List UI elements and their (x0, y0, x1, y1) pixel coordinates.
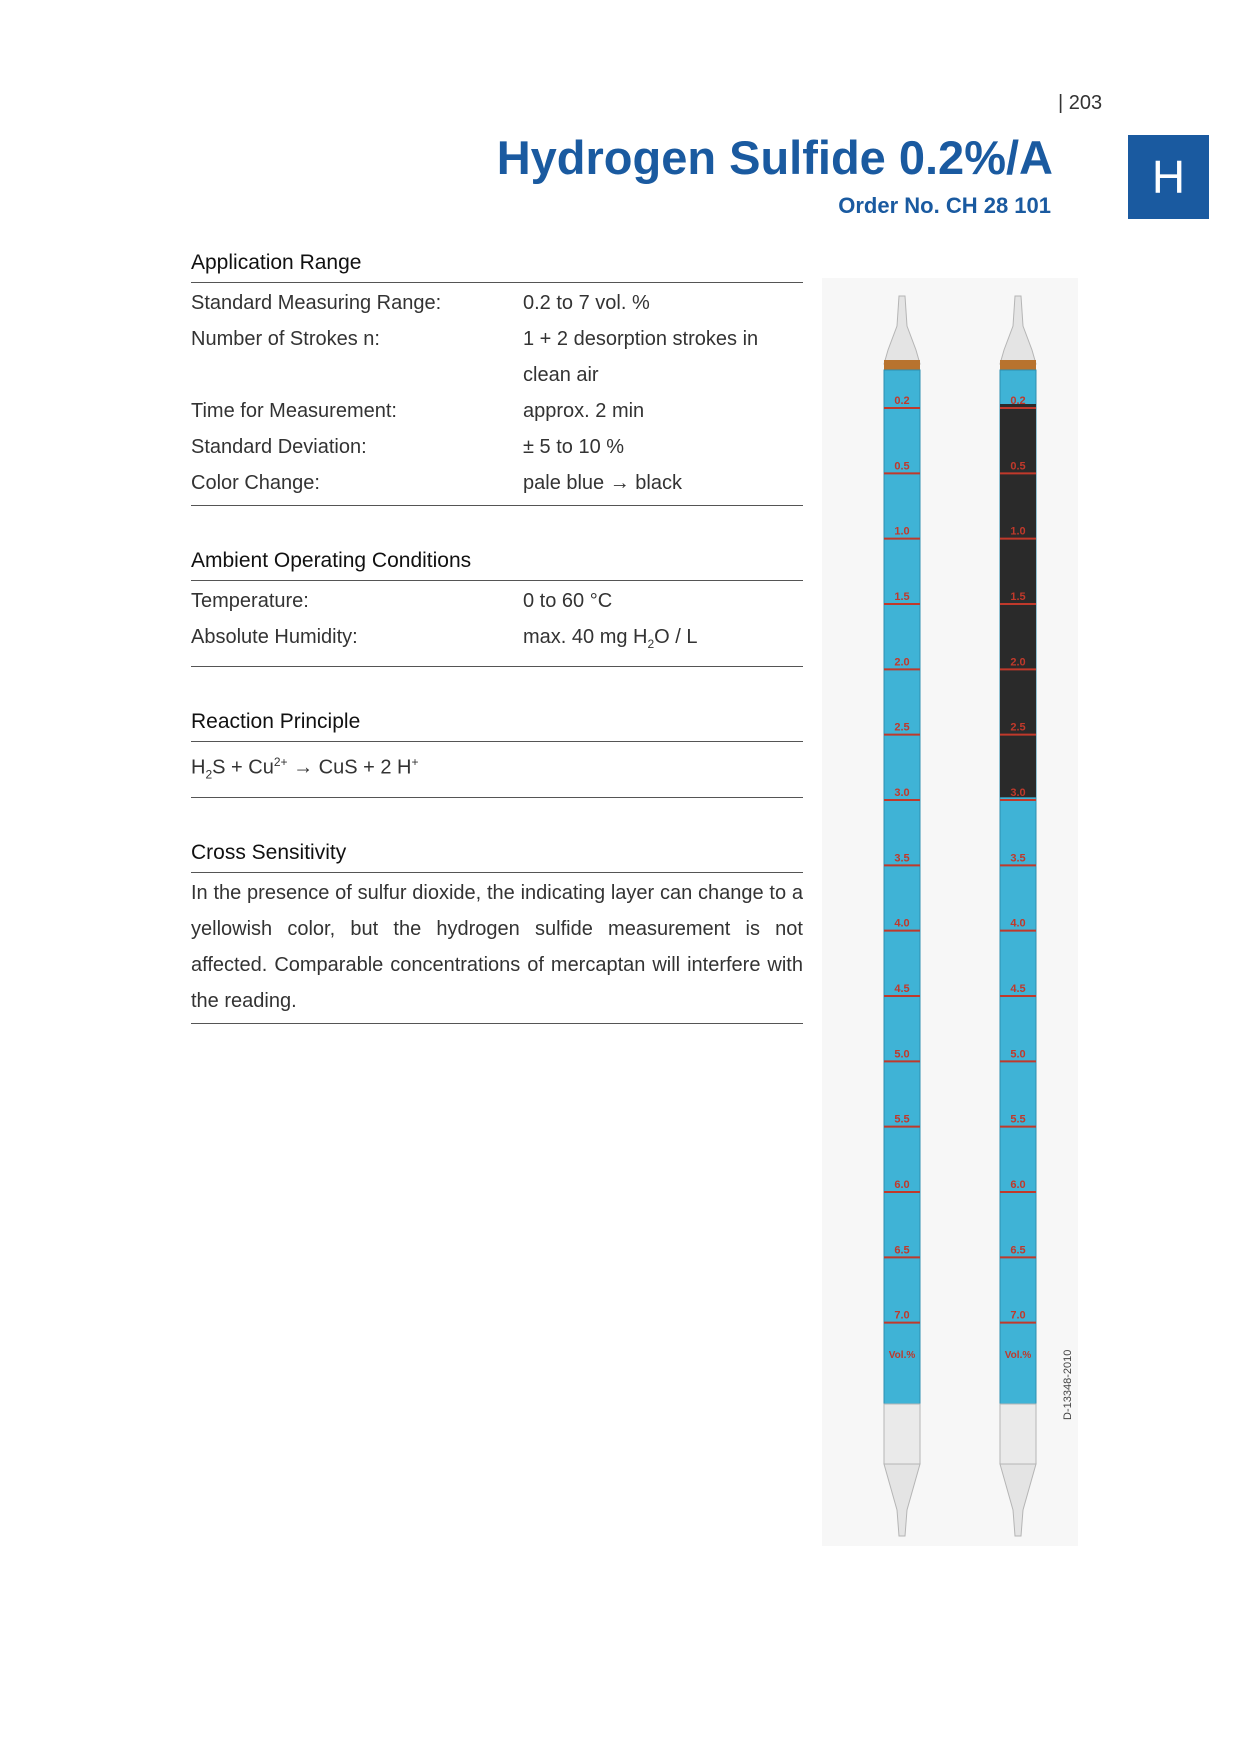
spec-label: Standard Deviation: (191, 436, 367, 458)
scale-label: 5.5 (894, 1113, 910, 1126)
cross-sensitivity-text: In the presence of sulfur dioxide, the indicating layer can change to a yellowish color, but the hydrogen sulfide measurement is not affected. Comparable concentrations of mercaptan will interfere with the reading. (191, 881, 803, 1012)
tube-tip-bottom (884, 1464, 920, 1536)
application-range-section (191, 250, 803, 506)
formula-h-superscript: + (411, 755, 419, 769)
scale-unit-label: Vol.% (1004, 1350, 1032, 1361)
order-number: Order No. CH 28 101 (838, 193, 1051, 218)
humidity-suffix: O / L (654, 626, 698, 648)
tube-glass-bottom (1000, 1404, 1036, 1464)
scale-label: 3.0 (1010, 787, 1026, 799)
tube-tip-top (884, 296, 920, 364)
detector-tubes-photo (822, 278, 1078, 1546)
spec-label: Number of Strokes n: (191, 328, 380, 350)
spec-value: ± 5 to 10 % (523, 436, 625, 458)
scale-label: 6.5 (1010, 1244, 1026, 1257)
scale-label: 4.5 (894, 983, 910, 995)
spec-row (191, 583, 803, 619)
spec-label: Standard Measuring Range: (191, 292, 442, 314)
application-range-heading: Application Range (191, 250, 803, 283)
scale-label: 0.2 (894, 395, 910, 407)
reaction-principle-rows (191, 742, 803, 798)
humidity-subscript: 2 (647, 637, 655, 651)
section-tab[interactable]: H (1128, 135, 1209, 219)
scale-label: 4.0 (894, 917, 910, 930)
formula-s-cu: S + Cu (212, 756, 274, 779)
image-credit: D-13348-2010 (1062, 1349, 1074, 1420)
formula-cu-superscript: 2+ (273, 755, 288, 769)
tube-seal-band (1000, 360, 1036, 370)
spec-row (191, 321, 803, 393)
scale-label: 5.0 (1010, 1048, 1026, 1061)
scale-label: 1.0 (894, 525, 910, 538)
ambient-conditions-rows (191, 581, 803, 667)
scale-label: 0.5 (894, 460, 910, 473)
page-title: Hydrogen Sulfide 0.2%/A (496, 131, 1053, 184)
formula-h-subscript: 2 (205, 767, 213, 782)
scale-unit-label: Vol.% (888, 1350, 916, 1361)
reaction-formula (191, 744, 803, 793)
ambient-conditions-section (191, 548, 803, 667)
spec-label: Absolute Humidity: (191, 626, 358, 648)
application-range-rows (191, 283, 803, 506)
spec-row (191, 429, 803, 465)
spec-value: pale blue → black (523, 472, 682, 494)
humidity-prefix: max. 40 mg H (523, 626, 648, 648)
tube-glass-bottom (884, 1404, 920, 1464)
spec-value (523, 619, 803, 662)
spec-content (191, 250, 803, 1024)
scale-label: 3.5 (1010, 852, 1026, 865)
scale-label: 5.0 (894, 1048, 910, 1061)
scale-label: 2.0 (894, 656, 910, 669)
spec-value: 0.2 to 7 vol. % (523, 292, 650, 314)
spec-label: Color Change: (191, 472, 320, 494)
reaction-principle-heading: Reaction Principle (191, 709, 803, 742)
cross-sensitivity-heading: Cross Sensitivity (191, 840, 803, 873)
detector-tubes-illustration (822, 278, 1078, 1546)
spec-row (191, 619, 803, 662)
scale-label: 2.5 (894, 721, 910, 734)
scale-label: 2.5 (1010, 721, 1026, 734)
page-number: | 203 (1058, 92, 1103, 114)
scale-label: 3.0 (894, 787, 910, 799)
spec-value: approx. 2 min (523, 400, 645, 422)
scale-label: 1.5 (1010, 591, 1026, 603)
tube-seal-band (884, 360, 920, 370)
scale-label: 0.5 (1010, 460, 1026, 473)
spec-label: Temperature: (191, 590, 309, 612)
scale-label: 6.5 (894, 1244, 910, 1257)
formula-products: → CuS + 2 H (287, 756, 412, 779)
cross-sensitivity-section (191, 840, 803, 1024)
scale-label: 6.0 (1010, 1179, 1026, 1191)
scale-label: 1.0 (1010, 525, 1026, 538)
scale-label: 2.0 (1010, 656, 1026, 669)
scale-label: 4.5 (1010, 983, 1026, 995)
tube-tip-bottom (1000, 1464, 1036, 1536)
cross-sensitivity-rows (191, 873, 803, 1024)
spec-value: 1 + 2 desorption strokes in clean air (523, 328, 759, 386)
formula-h: H (191, 756, 206, 779)
spec-row (191, 393, 803, 429)
tube-tip-top (1000, 296, 1036, 364)
scale-label: 3.5 (894, 852, 910, 865)
spec-row (191, 285, 803, 321)
ambient-conditions-heading: Ambient Operating Conditions (191, 548, 803, 581)
scale-label: 1.5 (894, 591, 910, 603)
scale-label: 4.0 (1010, 917, 1026, 930)
spec-value: 0 to 60 °C (523, 590, 613, 612)
scale-label: 5.5 (1010, 1113, 1026, 1126)
reaction-principle-section (191, 709, 803, 798)
scale-label: 7.0 (894, 1309, 910, 1322)
scale-label: 0.2 (1010, 395, 1026, 407)
scale-label: 6.0 (894, 1179, 910, 1191)
spec-label: Time for Measurement: (191, 400, 397, 422)
scale-label: 7.0 (1010, 1309, 1026, 1322)
spec-row (191, 465, 803, 501)
